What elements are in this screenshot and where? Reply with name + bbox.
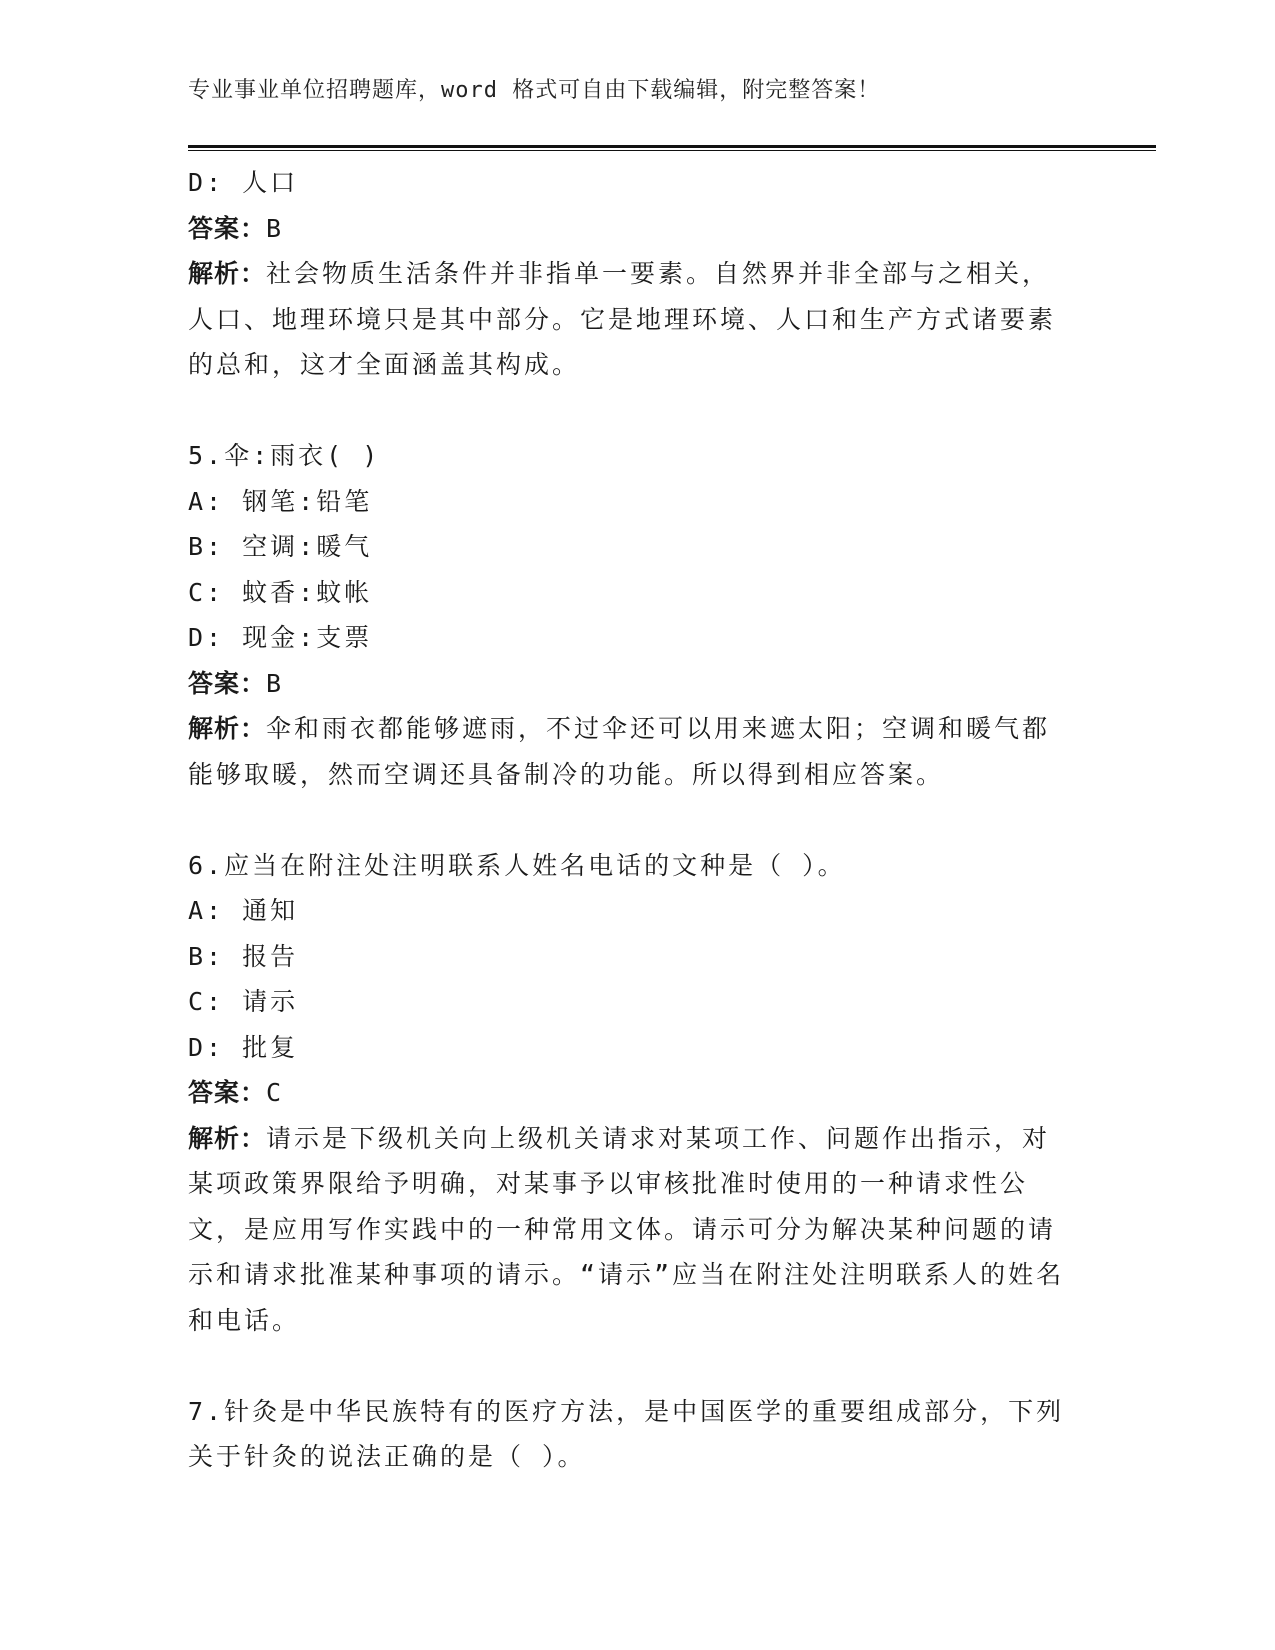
q6-answer-label: 答案：	[188, 1078, 267, 1107]
q5-option-b: B: 空调:暖气	[188, 532, 373, 561]
spacer	[188, 388, 1068, 434]
question-5-block	[188, 433, 1068, 797]
q4-answer	[188, 206, 1068, 252]
q5-analysis-label: 解析：	[188, 714, 267, 743]
q6-analysis	[188, 1116, 1068, 1344]
q7-question: 7.针灸是中华民族特有的医疗方法，是中国医学的重要组成部分，下列关于针灸的说法正确的是（ ）。	[188, 1396, 1065, 1471]
q6-question: 6.应当在附注处注明联系人姓名电话的文种是（ ）。	[188, 850, 846, 880]
header-divider	[188, 145, 1156, 151]
q6-option-a: A: 通知	[188, 896, 299, 925]
q5-answer-value: B	[266, 668, 285, 698]
document-body	[188, 160, 1068, 1480]
q6-option-c: C: 请示	[188, 987, 299, 1016]
q5-answer-label: 答案：	[188, 668, 267, 698]
q5-question: 5.伞:雨衣( )	[188, 441, 381, 470]
spacer	[188, 1343, 1068, 1389]
q4-analysis	[188, 251, 1068, 388]
q6-option-d: D: 批复	[188, 1032, 299, 1062]
q6-option-b: B: 报告	[188, 941, 299, 971]
question-7-block	[188, 1389, 1068, 1480]
q5-analysis-text: 伞和雨衣都能够遮雨，不过伞还可以用来遮太阳；空调和暖气都能够取暖，然而空调还具备制冷的功能。所以得到相应答案。	[188, 714, 1051, 789]
q5-option-d: D: 现金:支票	[188, 623, 373, 652]
q5-answer	[188, 661, 1068, 707]
spacer	[188, 797, 1068, 843]
q4-answer-value: B	[266, 213, 285, 243]
q6-answer-value: C	[266, 1078, 285, 1107]
q4-answer-label: 答案：	[188, 213, 267, 243]
q6-answer	[188, 1070, 1068, 1116]
page-header-text: 专业事业单位招聘题库，word 格式可自由下载编辑，附完整答案！	[188, 78, 881, 103]
q5-option-c: C: 蚊香:蚊帐	[188, 577, 373, 607]
q5-option-a: A: 钢笔:铅笔	[188, 486, 373, 516]
q4-analysis-label: 解析：	[188, 259, 267, 288]
q4-analysis-text: 社会物质生活条件并非指单一要素。自然界并非全部与之相关，人口、地理环境只是其中部分。它是地理环境、人口和生产方式诸要素的总和，这才全面涵盖其构成。	[188, 259, 1057, 379]
q6-analysis-text: 请示是下级机关向上级机关请求对某项工作、问题作出指示，对某项政策界限给予明确，对某事予以审核批准时使用的一种请求性公文，是应用写作实践中的一种常用文体。请示可分为解决某种问题的请示和请求批准某种事项的请示。“请示”应当在附注处注明联系人的姓名和电话。	[188, 1123, 1065, 1335]
q5-analysis	[188, 706, 1068, 797]
q6-analysis-label: 解析：	[188, 1123, 267, 1153]
question-4-block	[188, 160, 1068, 388]
question-6-block	[188, 843, 1068, 1344]
q4-option-d: D: 人口	[188, 168, 299, 197]
